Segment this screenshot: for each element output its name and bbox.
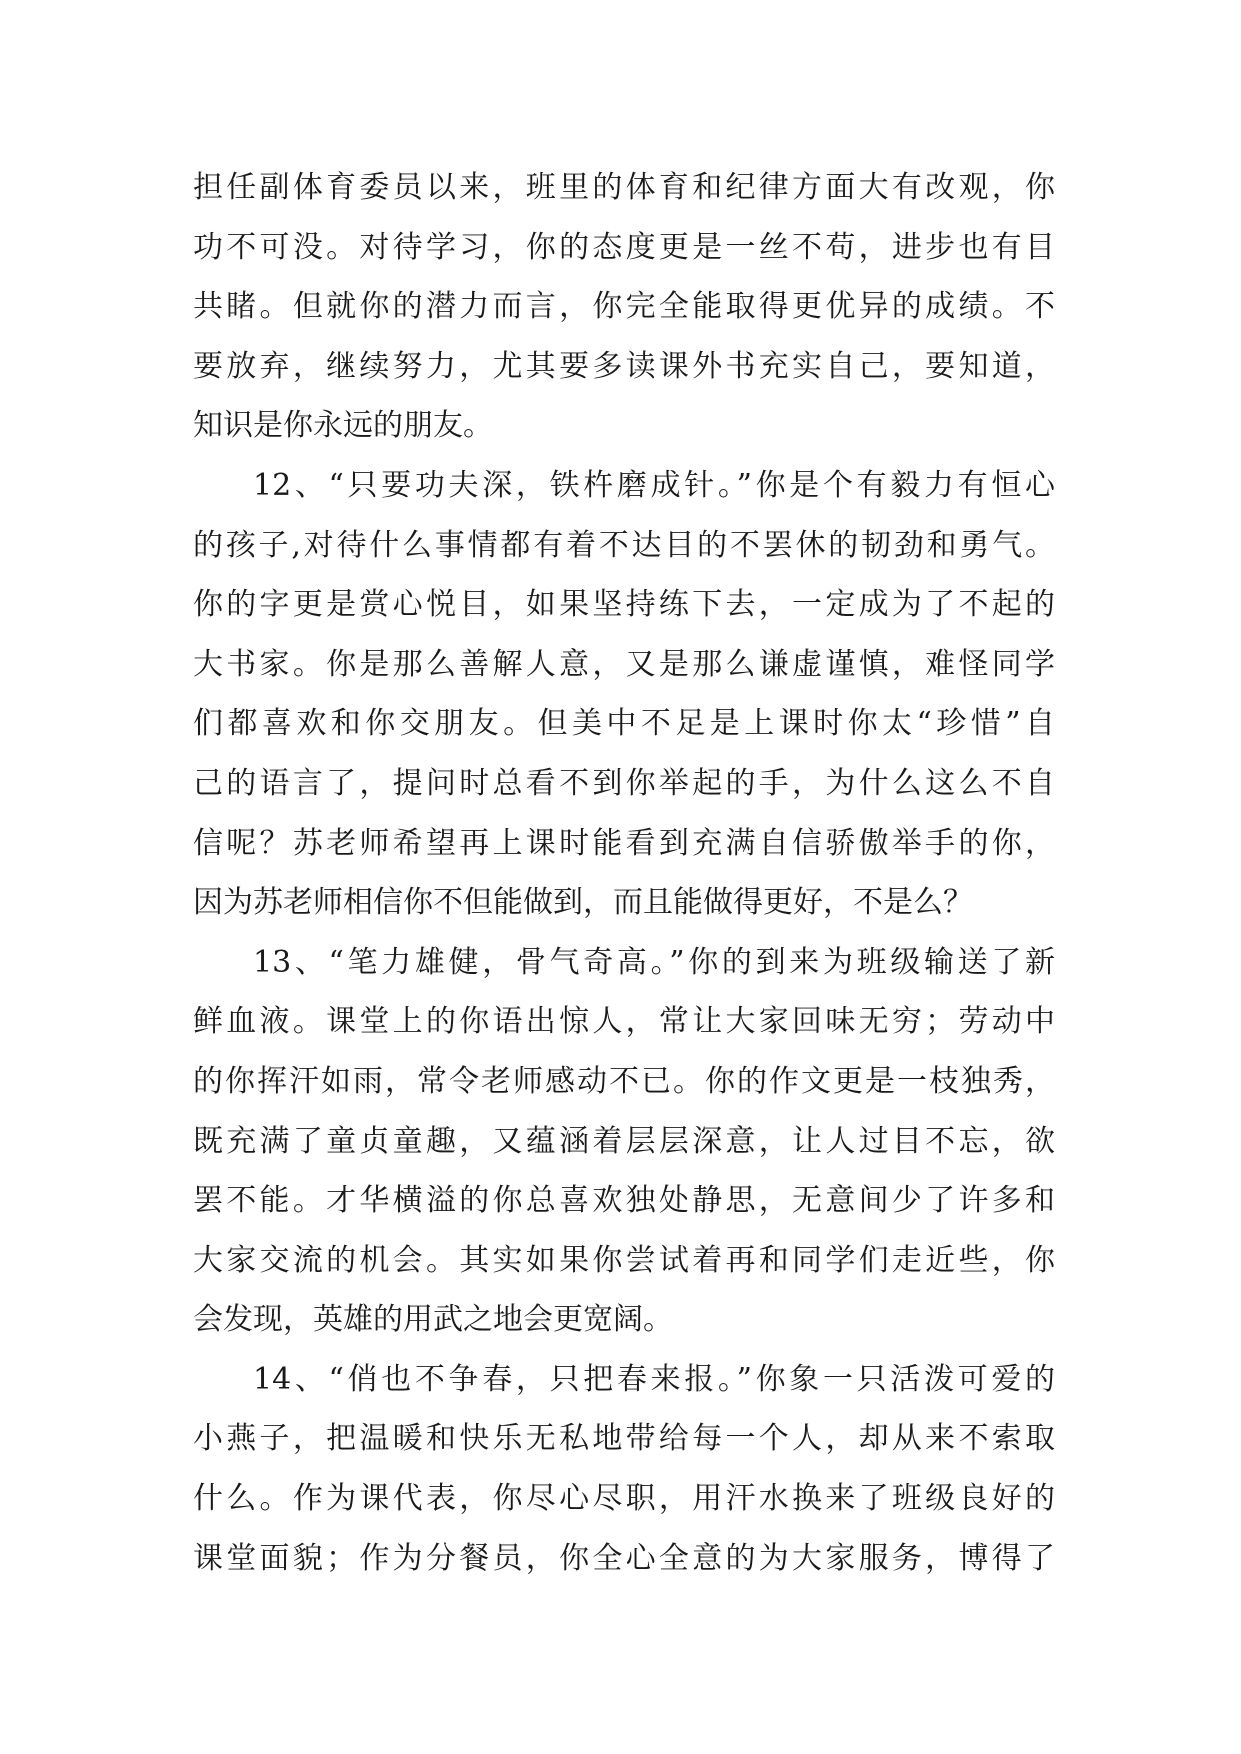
text-line: 什么。作为课代表，你尽心尽职，用汗水换来了班级良好的 [193, 1481, 1055, 1517]
text-line: 担任副体育委员以来，班里的体育和纪律方面大有改观，你 [193, 170, 1055, 205]
text-line: 的你挥汗如雨，常令老师感动不已。你的作文更是一枝独秀， [193, 1063, 1055, 1099]
paragraph-13-start: 13、“笔力雄健，骨气奇高。”你的到来为班级输送了新 [253, 944, 1055, 980]
text-line: 因为苏老师相信你不但能做到，而且能做得更好，不是么？ [193, 885, 973, 921]
text-line: 你的字更是赏心悦目，如果坚持练下去，一定成为了不起的 [193, 587, 1055, 623]
text-line: 们都喜欢和你交朋友。但美中不足是上课时你太“珍惜”自 [193, 706, 1055, 742]
text-line: 大家交流的机会。其实如果你尝试着再和同学们走近些，你 [193, 1242, 1055, 1278]
text-line: 要放弃，继续努力，尤其要多读课外书充实自己，要知道， [193, 348, 1055, 384]
paragraph-14-start: 14、“俏也不争春，只把春来报。”你象一只活泼可爱的 [253, 1361, 1055, 1397]
text-line: 功不可没。对待学习，你的态度更是一丝不苟，进步也有目 [193, 229, 1055, 265]
body-text [193, 158, 1055, 1588]
text-line: 信呢？苏老师希望再上课时能看到充满自信骄傲举手的你， [193, 825, 1055, 861]
text-line: 知识是你永远的朋友。 [193, 408, 493, 444]
text-line: 共睹。但就你的潜力而言，你完全能取得更优异的成绩。不 [193, 289, 1055, 325]
text-line: 课堂面貌；作为分餐员，你全心全意的为大家服务，博得了 [193, 1540, 1055, 1576]
text-line: 己的语言了，提问时总看不到你举起的手，为什么这么不自 [193, 765, 1055, 801]
text-line: 的孩子,对待什么事情都有着不达目的不罢休的韧劲和勇气。 [193, 527, 1055, 563]
text-line: 既充满了童贞童趣，又蕴涵着层层深意，让人过目不忘，欲 [193, 1123, 1055, 1159]
text-line: 小燕子，把温暖和快乐无私地带给每一个人，却从来不索取 [193, 1421, 1055, 1457]
text-line: 鲜血液。课堂上的你语出惊人，常让大家回味无穷；劳动中 [193, 1004, 1055, 1040]
text-line: 会发现，英雄的用武之地会更宽阔。 [193, 1302, 673, 1338]
paragraph-12-start: 12、“只要功夫深，铁杵磨成针。”你是个有毅力有恒心 [253, 467, 1055, 503]
text-line: 大书家。你是那么善解人意，又是那么谦虚谨慎，难怪同学 [193, 646, 1055, 682]
text-line: 罢不能。才华横溢的你总喜欢独处静思，无意间少了许多和 [193, 1183, 1055, 1219]
